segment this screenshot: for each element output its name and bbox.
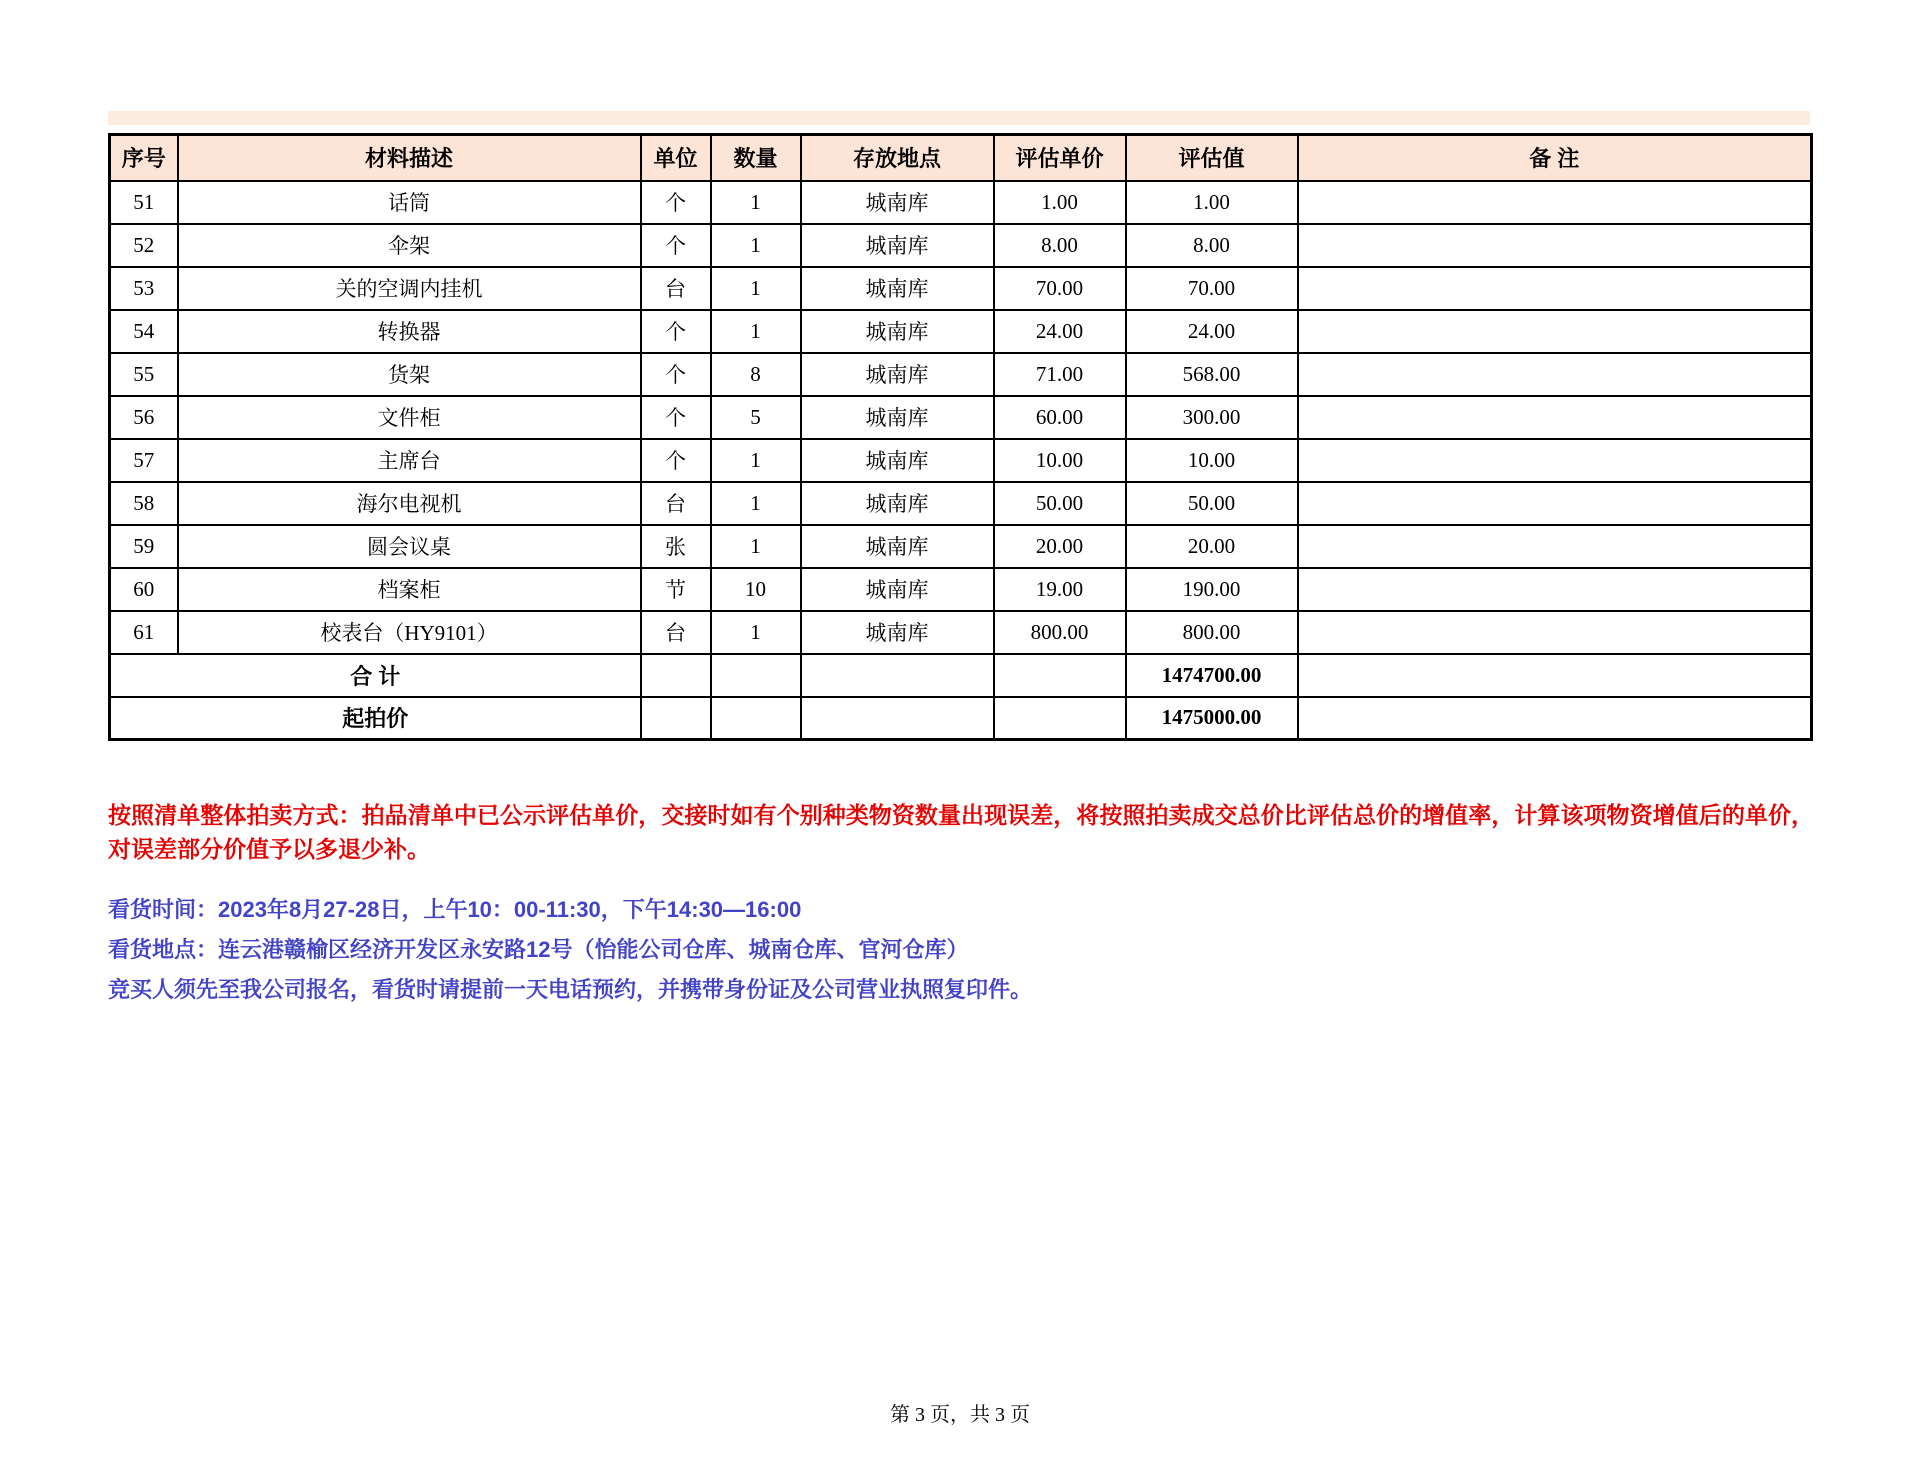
cell-assessed-value: 8.00 — [1126, 224, 1298, 267]
cell-unit: 台 — [641, 267, 711, 310]
cell-description: 校表台（HY9101） — [178, 611, 641, 654]
table-row — [110, 353, 1812, 396]
table-row — [110, 568, 1812, 611]
cell-assessed-value: 800.00 — [1126, 611, 1298, 654]
cell-quantity: 1 — [711, 267, 801, 310]
page-number-footer: 第 3 页，共 3 页 — [890, 1404, 1030, 1426]
header-unit-price: 评估单价 — [994, 135, 1126, 181]
header-quantity: 数量 — [711, 135, 801, 181]
cell-unit: 个 — [641, 224, 711, 267]
cell-note — [1298, 611, 1812, 654]
cell-assessed-value: 568.00 — [1126, 353, 1298, 396]
empty-cell — [801, 654, 994, 697]
cell-quantity: 10 — [711, 568, 801, 611]
cell-serial: 58 — [110, 482, 178, 525]
cell-unit-price: 1.00 — [994, 181, 1126, 224]
cell-note — [1298, 482, 1812, 525]
cell-unit: 台 — [641, 482, 711, 525]
cell-serial: 55 — [110, 353, 178, 396]
cell-unit-price: 60.00 — [994, 396, 1126, 439]
cell-description: 文件柜 — [178, 396, 641, 439]
cell-assessed-value: 1.00 — [1126, 181, 1298, 224]
table-header-row — [110, 135, 1812, 181]
cell-description: 圆会议桌 — [178, 525, 641, 568]
cell-note — [1298, 310, 1812, 353]
cell-note — [1298, 353, 1812, 396]
cell-quantity: 1 — [711, 439, 801, 482]
total-row — [110, 654, 1812, 697]
empty-cell — [801, 697, 994, 740]
empty-cell — [1298, 697, 1812, 740]
cell-serial: 57 — [110, 439, 178, 482]
cell-note — [1298, 439, 1812, 482]
starting-price-row — [110, 697, 1812, 740]
cell-note — [1298, 396, 1812, 439]
cell-serial: 53 — [110, 267, 178, 310]
cell-description: 关的空调内挂机 — [178, 267, 641, 310]
table-summary — [110, 654, 1812, 740]
cell-serial: 61 — [110, 611, 178, 654]
cell-unit: 个 — [641, 310, 711, 353]
table-row — [110, 310, 1812, 353]
cell-location: 城南库 — [801, 181, 994, 224]
cell-assessed-value: 70.00 — [1126, 267, 1298, 310]
cell-description: 伞架 — [178, 224, 641, 267]
cell-location: 城南库 — [801, 439, 994, 482]
cell-description: 海尔电视机 — [178, 482, 641, 525]
table-row — [110, 181, 1812, 224]
header-serial: 序号 — [110, 135, 178, 181]
cell-unit: 台 — [641, 611, 711, 654]
cell-quantity: 1 — [711, 310, 801, 353]
total-label: 合 计 — [110, 654, 641, 697]
header-description: 材料描述 — [178, 135, 641, 181]
table-row — [110, 267, 1812, 310]
table-row — [110, 482, 1812, 525]
cell-unit-price: 70.00 — [994, 267, 1126, 310]
cell-assessed-value: 20.00 — [1126, 525, 1298, 568]
cell-description: 转换器 — [178, 310, 641, 353]
cell-unit-price: 8.00 — [994, 224, 1126, 267]
cell-location: 城南库 — [801, 568, 994, 611]
cell-description: 货架 — [178, 353, 641, 396]
empty-cell — [994, 697, 1126, 740]
cell-assessed-value: 24.00 — [1126, 310, 1298, 353]
cell-unit: 个 — [641, 439, 711, 482]
table-top-strip — [108, 111, 1810, 125]
viewing-time-notice: 看货时间：2023年8月27-28日，上午10：00-11:30，下午14:30—16:00 — [108, 897, 802, 922]
cell-serial: 56 — [110, 396, 178, 439]
cell-unit-price: 20.00 — [994, 525, 1126, 568]
cell-unit-price: 50.00 — [994, 482, 1126, 525]
cell-assessed-value: 10.00 — [1126, 439, 1298, 482]
cell-location: 城南库 — [801, 310, 994, 353]
auction-method-notice: 按照清单整体拍卖方式：拍品清单中已公示评估单价，交接时如有个别种类物资数量出现误差，将按照拍卖成交总价比评估总价的增值率，计算该项物资增值后的单价，对误差部分价值予以多退少补。 — [108, 802, 1814, 862]
starting-price-label: 起拍价 — [110, 697, 641, 740]
cell-unit-price: 10.00 — [994, 439, 1126, 482]
cell-quantity: 1 — [711, 482, 801, 525]
viewing-location-notice: 看货地点：连云港赣榆区经济开发区永安路12号（怡能公司仓库、城南仓库、官河仓库） — [108, 937, 969, 962]
auction-items-table — [108, 133, 1813, 741]
total-value: 1474700.00 — [1126, 654, 1298, 697]
cell-unit: 节 — [641, 568, 711, 611]
cell-note — [1298, 267, 1812, 310]
cell-quantity: 8 — [711, 353, 801, 396]
empty-cell — [711, 654, 801, 697]
cell-assessed-value: 300.00 — [1126, 396, 1298, 439]
cell-location: 城南库 — [801, 267, 994, 310]
cell-unit-price: 71.00 — [994, 353, 1126, 396]
header-note: 备 注 — [1298, 135, 1812, 181]
cell-note — [1298, 568, 1812, 611]
header-assessed-value: 评估值 — [1126, 135, 1298, 181]
cell-location: 城南库 — [801, 396, 994, 439]
cell-note — [1298, 525, 1812, 568]
cell-unit: 个 — [641, 396, 711, 439]
cell-quantity: 1 — [711, 181, 801, 224]
cell-quantity: 1 — [711, 525, 801, 568]
header-unit: 单位 — [641, 135, 711, 181]
cell-serial: 52 — [110, 224, 178, 267]
cell-location: 城南库 — [801, 224, 994, 267]
cell-unit: 个 — [641, 353, 711, 396]
cell-location: 城南库 — [801, 525, 994, 568]
cell-serial: 54 — [110, 310, 178, 353]
cell-location: 城南库 — [801, 353, 994, 396]
cell-serial: 51 — [110, 181, 178, 224]
cell-location: 城南库 — [801, 611, 994, 654]
empty-cell — [641, 654, 711, 697]
cell-quantity: 1 — [711, 224, 801, 267]
empty-cell — [1298, 654, 1812, 697]
table-body — [110, 181, 1812, 654]
table-row — [110, 611, 1812, 654]
cell-location: 城南库 — [801, 482, 994, 525]
cell-quantity: 1 — [711, 611, 801, 654]
table-row — [110, 525, 1812, 568]
cell-note — [1298, 181, 1812, 224]
cell-assessed-value: 190.00 — [1126, 568, 1298, 611]
starting-price-value: 1475000.00 — [1126, 697, 1298, 740]
cell-note — [1298, 224, 1812, 267]
cell-description: 档案柜 — [178, 568, 641, 611]
cell-unit-price: 24.00 — [994, 310, 1126, 353]
table-row — [110, 439, 1812, 482]
cell-serial: 59 — [110, 525, 178, 568]
table-row — [110, 224, 1812, 267]
empty-cell — [994, 654, 1126, 697]
cell-quantity: 5 — [711, 396, 801, 439]
table-row — [110, 396, 1812, 439]
cell-serial: 60 — [110, 568, 178, 611]
empty-cell — [711, 697, 801, 740]
bidder-requirement-notice: 竞买人须先至我公司报名，看货时请提前一天电话预约，并携带身份证及公司营业执照复印件。 — [108, 977, 1033, 1002]
cell-description: 主席台 — [178, 439, 641, 482]
cell-unit: 张 — [641, 525, 711, 568]
cell-assessed-value: 50.00 — [1126, 482, 1298, 525]
cell-unit-price: 800.00 — [994, 611, 1126, 654]
cell-description: 话筒 — [178, 181, 641, 224]
cell-unit: 个 — [641, 181, 711, 224]
cell-unit-price: 19.00 — [994, 568, 1126, 611]
empty-cell — [641, 697, 711, 740]
header-location: 存放地点 — [801, 135, 994, 181]
